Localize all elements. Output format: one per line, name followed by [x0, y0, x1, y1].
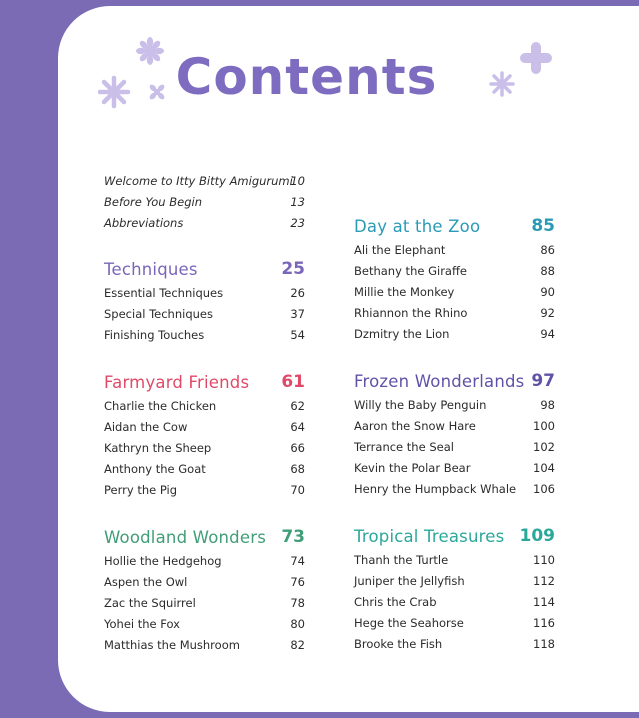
- entry-page: 82: [290, 638, 305, 652]
- entry-title: Millie the Monkey: [354, 285, 455, 299]
- entry-page: 78: [290, 596, 305, 610]
- toc-entry[interactable]: [104, 438, 305, 459]
- section-page: 109: [519, 526, 555, 546]
- section-title: Tropical Treasures: [354, 527, 505, 546]
- toc-entry[interactable]: [354, 479, 555, 500]
- entry-title: Zac the Squirrel: [104, 596, 196, 610]
- entry-title: Special Techniques: [104, 307, 213, 321]
- entry-title: Willy the Baby Penguin: [354, 398, 487, 412]
- toc-entry[interactable]: [354, 395, 555, 416]
- entry-page: 13: [290, 195, 305, 209]
- toc-left-column: [104, 171, 305, 656]
- entry-page: 62: [290, 399, 305, 413]
- toc-entry[interactable]: [104, 396, 305, 417]
- toc-entry[interactable]: [354, 634, 555, 655]
- entry-page: 98: [540, 398, 555, 412]
- toc-entry[interactable]: [354, 550, 555, 571]
- entry-title: Anthony the Goat: [104, 462, 206, 476]
- entry-title: Hollie the Hedgehog: [104, 554, 222, 568]
- section-page: 61: [281, 372, 305, 392]
- entry-page: 118: [533, 637, 555, 651]
- section-woodland: [104, 525, 305, 656]
- toc-entry[interactable]: [354, 240, 555, 261]
- section-title: Day at the Zoo: [354, 217, 481, 236]
- entry-page: 76: [290, 575, 305, 589]
- entry-title: Before You Begin: [104, 195, 202, 209]
- section-heading[interactable]: [104, 257, 305, 282]
- entry-title: Kevin the Polar Bear: [354, 461, 471, 475]
- entry-page: 104: [533, 461, 555, 475]
- entry-page: 10: [290, 174, 305, 188]
- toc-entry[interactable]: [104, 283, 305, 304]
- toc-right-column: [354, 214, 555, 655]
- entry-title: Rhiannon the Rhino: [354, 306, 468, 320]
- entry-page: 100: [533, 419, 555, 433]
- toc-entry[interactable]: [104, 213, 305, 234]
- entry-page: 114: [533, 595, 555, 609]
- entry-title: Hege the Seahorse: [354, 616, 464, 630]
- section-farmyard: [104, 370, 305, 501]
- entry-page: 66: [290, 441, 305, 455]
- toc-entry[interactable]: [354, 437, 555, 458]
- entry-page: 116: [533, 616, 555, 630]
- entry-page: 86: [540, 243, 555, 257]
- toc-entry[interactable]: [354, 571, 555, 592]
- toc-entry[interactable]: [104, 417, 305, 438]
- toc-entry[interactable]: [104, 459, 305, 480]
- section-page: 97: [531, 371, 555, 391]
- entry-title: Thanh the Turtle: [354, 553, 449, 567]
- entry-page: 110: [533, 553, 555, 567]
- section-heading[interactable]: [104, 525, 305, 550]
- section-page: 85: [531, 216, 555, 236]
- section-title: Techniques: [104, 260, 198, 279]
- entry-title: Brooke the Fish: [354, 637, 443, 651]
- section-title: Frozen Wonderlands: [354, 372, 525, 391]
- toc-entry[interactable]: [354, 613, 555, 634]
- entry-page: 70: [290, 483, 305, 497]
- entry-page: 106: [533, 482, 555, 496]
- entry-title: Dzmitry the Lion: [354, 327, 450, 341]
- toc-entry[interactable]: [354, 261, 555, 282]
- entry-title: Aspen the Owl: [104, 575, 188, 589]
- section-heading[interactable]: [354, 214, 555, 239]
- entry-page: 37: [290, 307, 305, 321]
- section-tropical: [354, 524, 555, 655]
- entry-title: Bethany the Giraffe: [354, 264, 467, 278]
- section-heading[interactable]: [354, 524, 555, 549]
- entry-page: 102: [533, 440, 555, 454]
- entry-title: Finishing Touches: [104, 328, 205, 342]
- entry-title: Kathryn the Sheep: [104, 441, 212, 455]
- entry-page: 26: [290, 286, 305, 300]
- entry-page: 88: [540, 264, 555, 278]
- entry-title: Essential Techniques: [104, 286, 224, 300]
- entry-title: Chris the Crab: [354, 595, 437, 609]
- entry-title: Abbreviations: [104, 216, 184, 230]
- toc-entry[interactable]: [354, 324, 555, 345]
- section-frozen: [354, 369, 555, 500]
- entry-title: Aidan the Cow: [104, 420, 188, 434]
- section-heading[interactable]: [104, 370, 305, 395]
- entry-page: 90: [540, 285, 555, 299]
- entry-title: Yohei the Fox: [104, 617, 180, 631]
- entry-title: Henry the Humpback Whale: [354, 482, 517, 496]
- entry-page: 80: [290, 617, 305, 631]
- entry-page: 94: [540, 327, 555, 341]
- section-page: 25: [281, 259, 305, 279]
- entry-page: 23: [290, 216, 305, 230]
- entry-page: 112: [533, 574, 555, 588]
- entry-title: Aaron the Snow Hare: [354, 419, 476, 433]
- toc-entry[interactable]: [354, 458, 555, 479]
- toc-entry[interactable]: [104, 593, 305, 614]
- entry-title: Matthias the Mushroom: [104, 638, 240, 652]
- toc-entry[interactable]: [354, 592, 555, 613]
- toc-entry[interactable]: [104, 614, 305, 635]
- entry-page: 54: [290, 328, 305, 342]
- entry-page: 92: [540, 306, 555, 320]
- entry-title: Terrance the Seal: [354, 440, 454, 454]
- entry-title: Ali the Elephant: [354, 243, 446, 257]
- toc-entry[interactable]: [104, 551, 305, 572]
- entry-title: Juniper the Jellyfish: [354, 574, 465, 588]
- toc-entry[interactable]: [104, 635, 305, 656]
- toc-entry[interactable]: [104, 572, 305, 593]
- toc-entry[interactable]: [104, 192, 305, 213]
- section-zoo: [354, 214, 555, 345]
- section-title: Woodland Wonders: [104, 528, 266, 547]
- entry-title: Welcome to Itty Bitty Amigurumi: [104, 174, 293, 188]
- section-techniques: [104, 257, 305, 346]
- toc-entry[interactable]: [104, 325, 305, 346]
- toc-entry[interactable]: [354, 416, 555, 437]
- toc-entry[interactable]: [354, 303, 555, 324]
- toc-entry[interactable]: [354, 282, 555, 303]
- entry-title: Charlie the Chicken: [104, 399, 217, 413]
- entry-title: Perry the Pig: [104, 483, 178, 497]
- section-heading[interactable]: [354, 369, 555, 394]
- entry-page: 64: [290, 420, 305, 434]
- page-title: Contents: [175, 48, 438, 106]
- section-page: 73: [281, 527, 305, 547]
- toc-entry[interactable]: [104, 480, 305, 501]
- section-title: Farmyard Friends: [104, 373, 250, 392]
- toc-intro: [104, 171, 305, 234]
- toc-entry[interactable]: [104, 171, 305, 192]
- toc-entry[interactable]: [104, 304, 305, 325]
- entry-page: 74: [290, 554, 305, 568]
- entry-page: 68: [290, 462, 305, 476]
